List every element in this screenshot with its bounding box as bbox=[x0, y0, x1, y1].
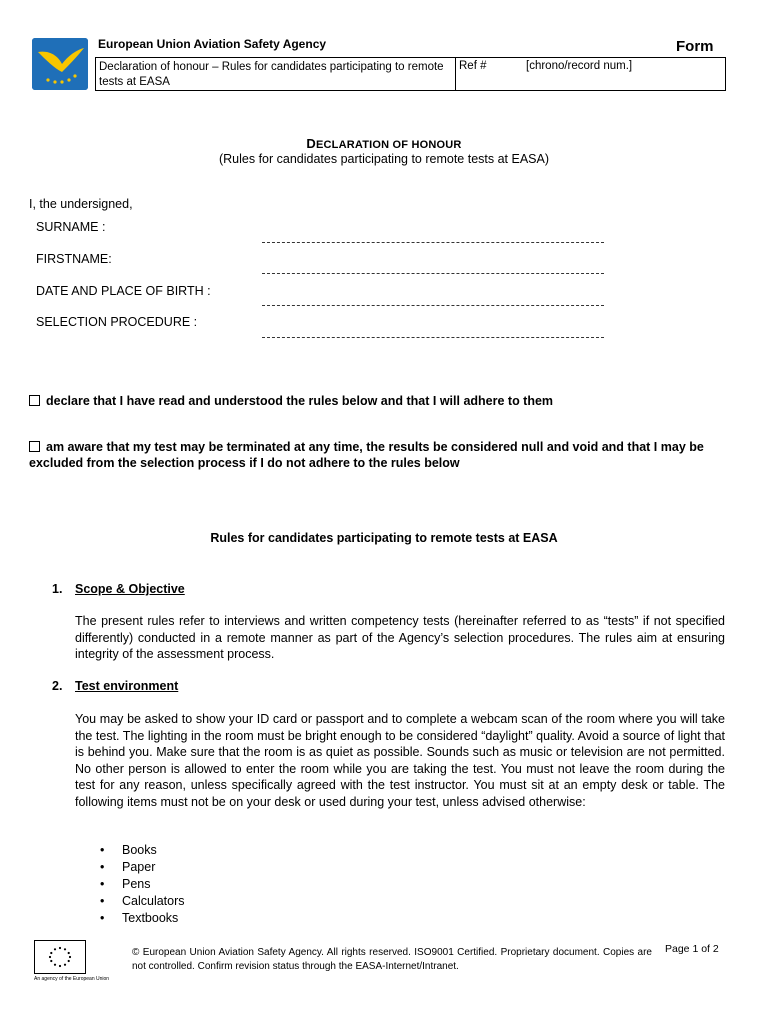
selection-procedure-label: SELECTION PROCEDURE : bbox=[36, 315, 198, 329]
list-item: • Calculators bbox=[100, 893, 185, 910]
undersigned-text: I, the undersigned, bbox=[29, 197, 133, 211]
eu-agency-caption: An agency of the European Union bbox=[34, 976, 110, 982]
title-initial: D bbox=[306, 136, 316, 151]
checkbox-icon[interactable] bbox=[29, 395, 40, 406]
check-2-text: am aware that my test may be terminated at any time, the results be considered null and void and that I may be excluded from the selection process if I do not adhere to the rules below bbox=[29, 440, 704, 470]
page-number: Page 1 of 2 bbox=[665, 943, 719, 955]
section-1-number: 1. bbox=[52, 582, 63, 596]
checkbox-icon[interactable] bbox=[29, 441, 40, 452]
section-2-text: You may be asked to show your ID card or passport and to complete a webcam scan of the room where you will take the test. The lighting in the room must be bright enough to be considered “daylight” quality. Avoid a source of light that is behind you. Make sure that the room is as quiet as possible. Sounds such as music or television are not permitted. No other person is allowed to enter the room while you are taking the test. You must not leave the room during the test for any reason, unless specifically agreed with the test instructor. You must sit at an empty desk or table. The following items must not be on your desk or used during your test, unless advised otherwise: bbox=[75, 712, 725, 809]
form-label: Form bbox=[676, 38, 714, 55]
birth-field[interactable] bbox=[262, 305, 604, 306]
easa-bird-icon bbox=[32, 38, 88, 90]
declaration-check-1 bbox=[29, 393, 729, 409]
list-item: • Pens bbox=[100, 876, 185, 893]
rules-title: Rules for candidates participating to remote tests at EASA bbox=[210, 531, 558, 545]
section-2-number: 2. bbox=[52, 679, 63, 693]
list-item: • Textbooks bbox=[100, 910, 185, 927]
ref-value: [chrono/record num.] bbox=[526, 60, 633, 72]
declaration-title bbox=[0, 136, 768, 151]
section-2-title: Test environment bbox=[75, 679, 179, 693]
section-1-text: The present rules refer to interviews and written competency tests (hereinafter referred to as “tests” if not specified differently) conducted in a remote manner as part of the Agency’s selection procedures. The rules aim at ensuring integrity of the assessment process. bbox=[75, 614, 725, 661]
reference-cell bbox=[456, 58, 725, 90]
eu-stars-icon bbox=[35, 941, 85, 973]
footer-copyright: © European Union Aviation Safety Agency. All rights reserved. ISO9001 Certified. Proprietary document. Copies are not controlled. Confirm revision status through the EASA-Internet/Intranet. bbox=[132, 947, 652, 972]
surname-field[interactable] bbox=[262, 242, 604, 243]
selection-procedure-field[interactable] bbox=[262, 337, 604, 338]
firstname-field[interactable] bbox=[262, 273, 604, 274]
list-item: • Paper bbox=[100, 859, 185, 876]
title-rest: ECLARATION OF HONOUR bbox=[316, 139, 462, 151]
document-title-cell: Declaration of honour – Rules for candidates participating to remote tests at EASA bbox=[96, 58, 456, 90]
header-table bbox=[95, 57, 726, 91]
declaration-subtitle: (Rules for candidates participating to remote tests at EASA) bbox=[218, 152, 550, 166]
declaration-check-2 bbox=[29, 439, 729, 471]
eu-flag-icon bbox=[34, 940, 86, 974]
birth-label: DATE AND PLACE OF BIRTH : bbox=[36, 284, 211, 298]
firstname-label: FIRSTNAME: bbox=[36, 252, 112, 266]
prohibited-items-list bbox=[100, 842, 185, 927]
section-1-title: Scope & Objective bbox=[75, 582, 185, 596]
easa-logo bbox=[32, 38, 88, 90]
surname-label: SURNAME : bbox=[36, 220, 106, 234]
ref-label: Ref # bbox=[459, 60, 487, 72]
list-item: • Books bbox=[100, 842, 185, 859]
agency-name: European Union Aviation Safety Agency bbox=[98, 37, 327, 51]
check-1-text: declare that I have read and understood the rules below and that I will adhere to them bbox=[46, 394, 554, 408]
